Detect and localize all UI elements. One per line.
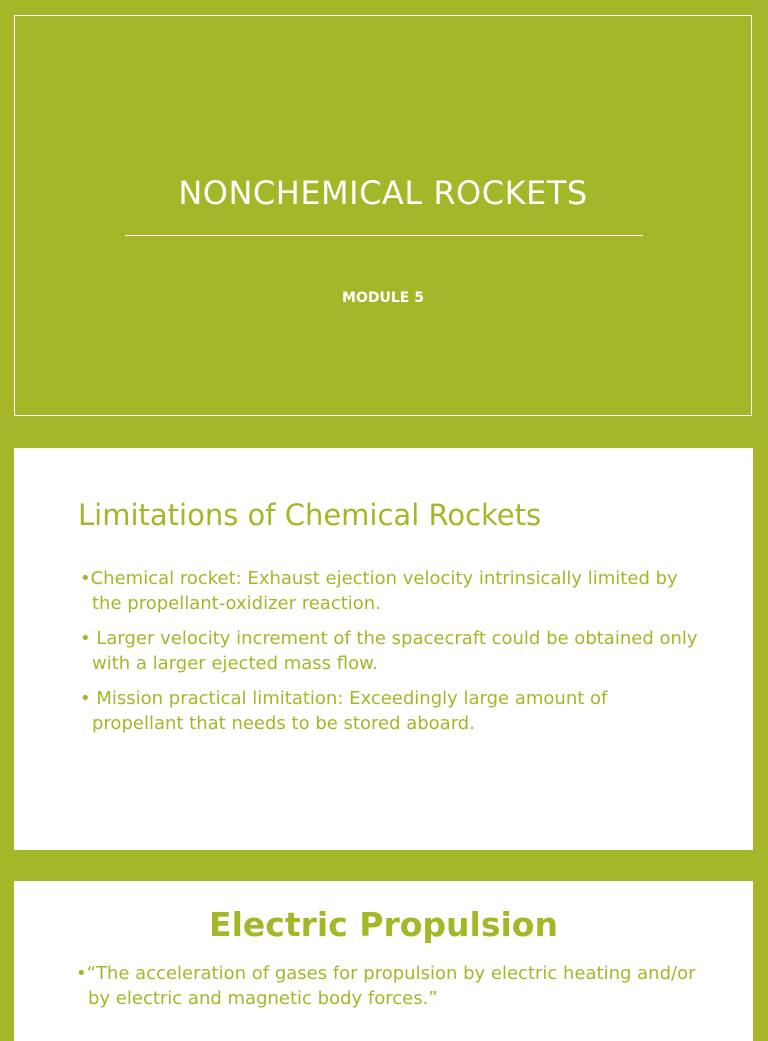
slide-heading: Limitations of Chemical Rockets <box>78 498 542 532</box>
title-divider <box>125 235 643 236</box>
bullet-item: • Larger velocity increment of the spacecraft could be obtained only with a larger ejected mass flow. <box>80 628 698 674</box>
slide-title: NONCHEMICAL ROCKETS <box>178 174 588 212</box>
electric-propulsion-slide <box>14 881 753 1041</box>
slide-subtitle: MODULE 5 <box>342 290 424 306</box>
bullet-list <box>76 961 696 1021</box>
bullet-list <box>80 566 700 746</box>
slide-heading: Electric Propulsion <box>209 905 558 944</box>
bullet-item: • Mission practical limitation: Exceedingly large amount of propellant that needs to be stored aboard. <box>80 688 608 734</box>
limitations-slide <box>14 448 753 850</box>
bullet-item: •“The acceleration of gases for propulsion by electric heating and/or by electric and magnetic body forces.” <box>76 963 696 1009</box>
title-slide <box>14 15 752 416</box>
bullet-item: •Chemical rocket: Exhaust ejection velocity intrinsically limited by the propellant-oxidizer reaction. <box>80 568 678 614</box>
